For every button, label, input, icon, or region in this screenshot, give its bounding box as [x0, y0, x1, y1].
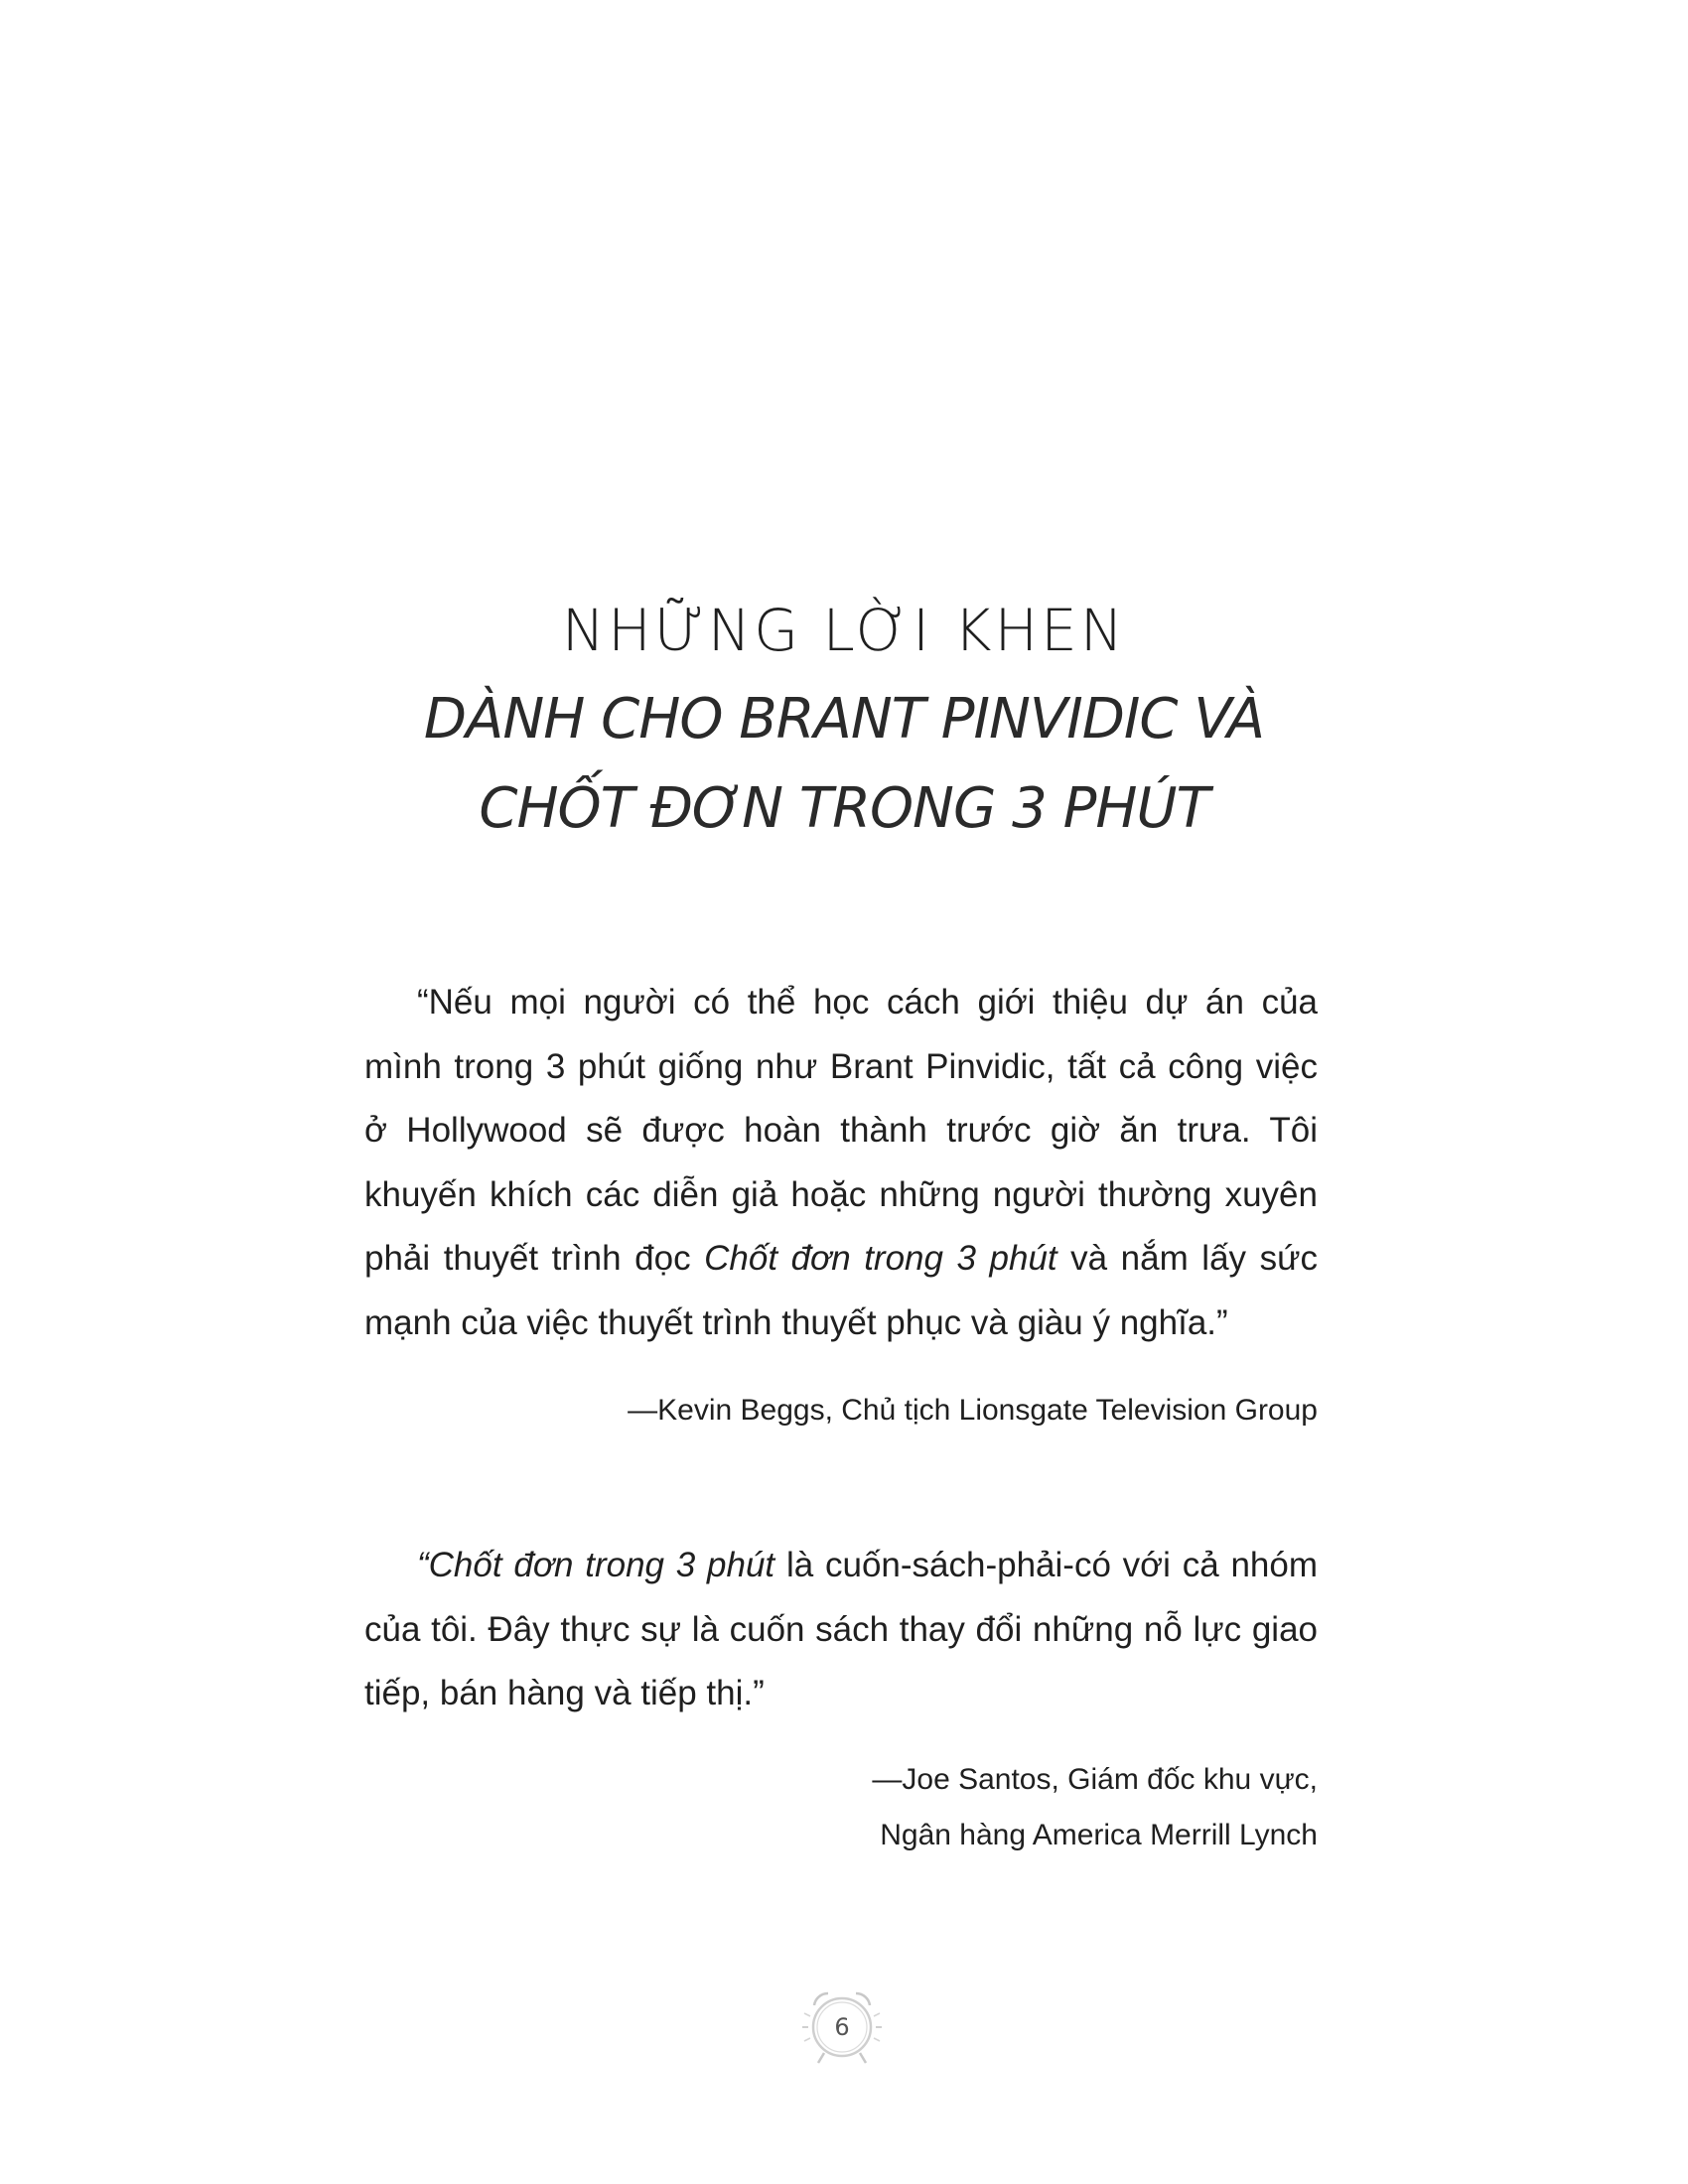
book-title-italic: Chốt đơn trong 3 phút: [704, 1239, 1057, 1278]
quote-text: là cuốn-sách-phải-có với cả nhóm của tôi. Đây thực sự là cuốn sách thay đổi những nỗ lực giao tiếp, bán hàng và tiếp thị.”: [364, 1546, 1318, 1712]
attribution-line: —Joe Santos, Giám đốc khu vực,: [872, 1763, 1318, 1796]
page-subtitle-line-2: CHỐT ĐƠN TRONG 3 PHÚT: [479, 776, 1209, 841]
testimonial-attribution-1: [424, 1383, 1318, 1438]
quote-text: và nắm lấy sức mạnh của việc thuyết trình thuyết phục và giàu ý nghĩa.”: [364, 1239, 1318, 1342]
quote-text: “Nếu mọi người có thể học cách giới thiệu dự án của mình trong 3 phút giống như Brant Pinvidic, tất cả công việc ở Hollywood sẽ được hoàn thành trước giờ ăn trưa. Tôi khuyến khích các diễn giả hoặc những người thường xuyên phải thuyết trình đọc: [364, 983, 1318, 1278]
page-number-ornament: [794, 1983, 890, 2069]
attribution-line: —Kevin Beggs, Chủ tịch Lionsgate Television Group: [628, 1394, 1318, 1427]
testimonial-attribution-2: [424, 1752, 1318, 1863]
attribution-line: Ngân hàng America Merrill Lynch: [880, 1819, 1318, 1851]
testimonial-quote-2: [364, 1534, 1318, 1726]
page-number: 6: [834, 2013, 850, 2041]
page-subtitle-line-1: DÀNH CHO BRANT PINVIDIC VÀ: [423, 687, 1265, 751]
page-title: NHỮNG LỜI KHEN: [561, 597, 1127, 664]
book-title-italic: “Chốt đơn trong 3 phút: [417, 1546, 775, 1584]
testimonial-quote-1: [364, 971, 1318, 1355]
page-title-block: [0, 586, 1688, 854]
